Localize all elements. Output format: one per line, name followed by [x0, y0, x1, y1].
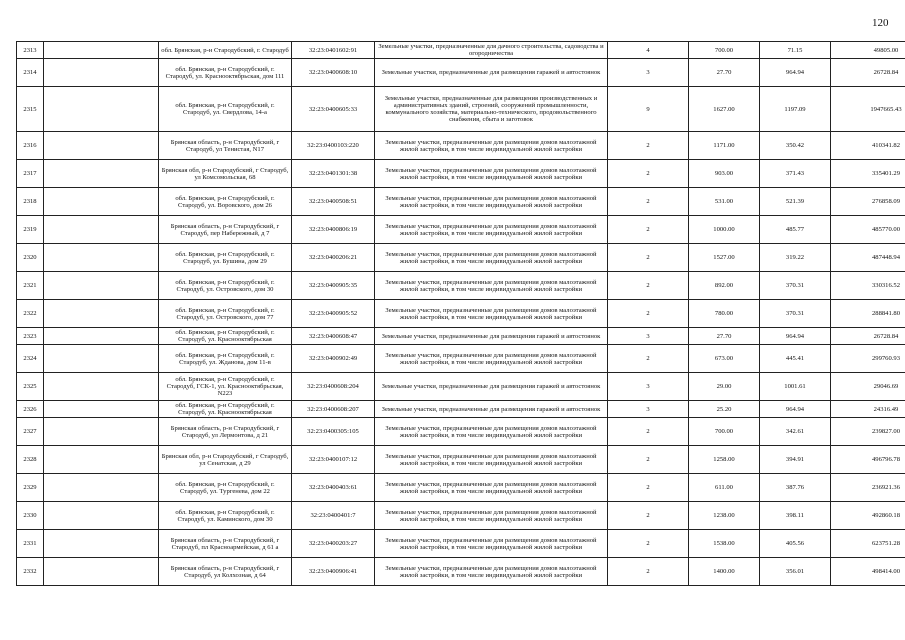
use-category-cell: 2	[608, 474, 689, 502]
row-number-cell: 2319	[17, 216, 44, 244]
cadastral-number-cell: 32:23:0400403:61	[292, 474, 375, 502]
area-cell: 611.00	[689, 474, 760, 502]
table-row	[17, 216, 905, 244]
empty-cell	[44, 328, 159, 345]
area-cell: 27.70	[689, 59, 760, 87]
cadastral-number-cell: 32:23:0401602:91	[292, 42, 375, 59]
land-use-cell: Земельные участки, предназначенные для размещения домов малоэтажной жилой застройки, в том числе индивидуальной жилой застройки	[375, 272, 608, 300]
specific-value-cell: 387.76	[760, 474, 831, 502]
address-cell: Брянская область, р-н Стародубский, г Стародуб, ул Колхозная, д 64	[159, 558, 292, 586]
area-cell: 1627.00	[689, 87, 760, 132]
specific-value-cell: 1197.09	[760, 87, 831, 132]
land-use-cell: Земельные участки, предназначенные для размещения домов малоэтажной жилой застройки, в том числе индивидуальной жилой застройки	[375, 216, 608, 244]
area-cell: 700.00	[689, 42, 760, 59]
cadastral-number-cell: 32:23:0400608:10	[292, 59, 375, 87]
land-use-cell: Земельные участки, предназначенные для размещения домов малоэтажной жилой застройки, в том числе индивидуальной жилой застройки	[375, 558, 608, 586]
land-use-cell: Земельные участки, предназначенные для размещения гаражей и автостоянок	[375, 59, 608, 87]
address-cell: обл. Брянская, р-н Стародубский, г. Стародуб, ул. Краснооктябрьская	[159, 328, 292, 345]
address-cell: Брянская обл, р-н Стародубский, г Стародуб, ул Сенатская, д 29	[159, 446, 292, 474]
use-category-cell: 2	[608, 216, 689, 244]
table-row	[17, 345, 905, 373]
area-cell: 1527.00	[689, 244, 760, 272]
empty-cell	[44, 132, 159, 160]
cadastral-number-cell: 32:23:0400305:105	[292, 418, 375, 446]
use-category-cell: 2	[608, 558, 689, 586]
row-number-cell: 2324	[17, 345, 44, 373]
address-cell: обл. Брянская, р-н Стародубский, г. Стародуб, ул. Жданова, дом 11-в	[159, 345, 292, 373]
land-use-cell: Земельные участки, предназначенные для размещения домов малоэтажной жилой застройки, в том числе индивидуальной жилой застройки	[375, 244, 608, 272]
use-category-cell: 3	[608, 328, 689, 345]
land-use-cell: Земельные участки, предназначенные для размещения гаражей и автостоянок	[375, 328, 608, 345]
land-use-cell: Земельные участки, предназначенные для размещения производственных и административных зданий, строений, сооружений промышленности, коммунального хозяйства, материально-технического, продовольственного снабжения, сбыта и заготовок	[375, 87, 608, 132]
table-row	[17, 42, 905, 59]
use-category-cell: 3	[608, 373, 689, 401]
cadastral-number-cell: 32:23:0400605:33	[292, 87, 375, 132]
address-cell: Брянская обл, р-н Стародубский, г Стародуб, ул Комсомольская, 68	[159, 160, 292, 188]
address-cell: обл. Брянская, р-н Стародубский, г. Стародуб, ул. Воровского, дом 26	[159, 188, 292, 216]
empty-cell	[44, 446, 159, 474]
cadastral-value-cell: 498414.00	[831, 558, 905, 586]
specific-value-cell: 394.91	[760, 446, 831, 474]
empty-cell	[44, 59, 159, 87]
row-number-cell: 2318	[17, 188, 44, 216]
table-row	[17, 87, 905, 132]
table-row	[17, 446, 905, 474]
cadastral-value-cell: 26728.84	[831, 328, 905, 345]
area-cell: 531.00	[689, 188, 760, 216]
row-number-cell: 2328	[17, 446, 44, 474]
table-row	[17, 530, 905, 558]
cadastral-value-cell: 29046.69	[831, 373, 905, 401]
specific-value-cell: 370.31	[760, 300, 831, 328]
cadastral-number-cell: 32:23:0400206:21	[292, 244, 375, 272]
cadastral-number-cell: 32:23:0400608:47	[292, 328, 375, 345]
empty-cell	[44, 160, 159, 188]
use-category-cell: 2	[608, 446, 689, 474]
table-row	[17, 59, 905, 87]
address-cell: обл. Брянская, р-н Стародубский, г. Стародуб	[159, 42, 292, 59]
row-number-cell: 2332	[17, 558, 44, 586]
land-use-cell: Земельные участки, предназначенные для дачного строительства, садоводства и огородничества	[375, 42, 608, 59]
empty-cell	[44, 244, 159, 272]
specific-value-cell: 319.22	[760, 244, 831, 272]
specific-value-cell: 964.94	[760, 59, 831, 87]
specific-value-cell: 356.01	[760, 558, 831, 586]
specific-value-cell: 964.94	[760, 401, 831, 418]
empty-cell	[44, 530, 159, 558]
use-category-cell: 2	[608, 530, 689, 558]
cadastral-number-cell: 32:23:0401301:38	[292, 160, 375, 188]
area-cell: 1000.00	[689, 216, 760, 244]
land-use-cell: Земельные участки, предназначенные для размещения домов малоэтажной жилой застройки, в том числе индивидуальной жилой застройки	[375, 502, 608, 530]
cadastral-value-cell: 492860.18	[831, 502, 905, 530]
area-cell: 1400.00	[689, 558, 760, 586]
row-number-cell: 2314	[17, 59, 44, 87]
table-row	[17, 373, 905, 401]
cadastral-value-cell: 335401.29	[831, 160, 905, 188]
table-row	[17, 132, 905, 160]
area-cell: 903.00	[689, 160, 760, 188]
address-cell: обл. Брянская, р-н Стародубский, г. Стародуб, ГСК-1, ул. Краснооктябрьская, N223	[159, 373, 292, 401]
row-number-cell: 2331	[17, 530, 44, 558]
cadastral-number-cell: 32:23:0400906:41	[292, 558, 375, 586]
area-cell: 1258.00	[689, 446, 760, 474]
empty-cell	[44, 474, 159, 502]
cadastral-number-cell: 32:23:0400905:35	[292, 272, 375, 300]
specific-value-cell: 342.61	[760, 418, 831, 446]
row-number-cell: 2322	[17, 300, 44, 328]
cadastral-value-cell: 330316.52	[831, 272, 905, 300]
row-number-cell: 2315	[17, 87, 44, 132]
land-use-cell: Земельные участки, предназначенные для размещения домов малоэтажной жилой застройки, в том числе индивидуальной жилой застройки	[375, 300, 608, 328]
cadastral-value-cell: 485770.00	[831, 216, 905, 244]
land-use-cell: Земельные участки, предназначенные для размещения домов малоэтажной жилой застройки, в том числе индивидуальной жилой застройки	[375, 132, 608, 160]
table-row	[17, 502, 905, 530]
empty-cell	[44, 401, 159, 418]
row-number-cell: 2325	[17, 373, 44, 401]
address-cell: обл. Брянская, р-н Стародубский, г. Стародуб, ул. Каминского, дом 30	[159, 502, 292, 530]
empty-cell	[44, 418, 159, 446]
cadastral-number-cell: 32:23:0400608:207	[292, 401, 375, 418]
cadastral-value-cell: 410341.82	[831, 132, 905, 160]
address-cell: обл. Брянская, р-н Стародубский, г. Стародуб, ул. Бушина, дом 29	[159, 244, 292, 272]
cadastral-value-cell: 1947665.43	[831, 87, 905, 132]
table-row	[17, 474, 905, 502]
area-cell: 673.00	[689, 345, 760, 373]
specific-value-cell: 71.15	[760, 42, 831, 59]
address-cell: Брянская область, р-н Стародубский, г Стародуб, ул Лермонтова, д 21	[159, 418, 292, 446]
table-row	[17, 188, 905, 216]
row-number-cell: 2326	[17, 401, 44, 418]
land-use-cell: Земельные участки, предназначенные для размещения домов малоэтажной жилой застройки, в том числе индивидуальной жилой застройки	[375, 446, 608, 474]
row-number-cell: 2330	[17, 502, 44, 530]
empty-cell	[44, 300, 159, 328]
row-number-cell: 2317	[17, 160, 44, 188]
empty-cell	[44, 502, 159, 530]
empty-cell	[44, 558, 159, 586]
area-cell: 27.70	[689, 328, 760, 345]
land-use-cell: Земельные участки, предназначенные для размещения домов малоэтажной жилой застройки, в том числе индивидуальной жилой застройки	[375, 345, 608, 373]
area-cell: 29.00	[689, 373, 760, 401]
land-use-cell: Земельные участки, предназначенные для размещения гаражей и автостоянок	[375, 401, 608, 418]
table-row	[17, 401, 905, 418]
specific-value-cell: 350.42	[760, 132, 831, 160]
address-cell: обл. Брянская, р-н Стародубский, г. Стародуб, ул. Свердлова, 14-а	[159, 87, 292, 132]
row-number-cell: 2320	[17, 244, 44, 272]
use-category-cell: 2	[608, 132, 689, 160]
cadastral-value-cell: 299760.93	[831, 345, 905, 373]
address-cell: Брянская область, р-н Стародубский, г Стародуб, пл Красноармейская, д 61 а	[159, 530, 292, 558]
area-cell: 700.00	[689, 418, 760, 446]
use-category-cell: 2	[608, 272, 689, 300]
registry-table-body	[17, 42, 905, 586]
table-row	[17, 418, 905, 446]
cadastral-number-cell: 32:23:0400806:19	[292, 216, 375, 244]
land-use-cell: Земельные участки, предназначенные для размещения домов малоэтажной жилой застройки, в том числе индивидуальной жилой застройки	[375, 418, 608, 446]
cadastral-value-cell: 236921.36	[831, 474, 905, 502]
use-category-cell: 2	[608, 188, 689, 216]
area-cell: 780.00	[689, 300, 760, 328]
table-row	[17, 300, 905, 328]
page-number: 120	[872, 17, 889, 29]
use-category-cell: 9	[608, 87, 689, 132]
table-row	[17, 244, 905, 272]
land-registry-table	[16, 41, 905, 586]
empty-cell	[44, 87, 159, 132]
address-cell: Брянская область, р-н Стародубский, г Стародуб, пер Набережный, д 7	[159, 216, 292, 244]
empty-cell	[44, 345, 159, 373]
cadastral-number-cell: 32:23:0400608:204	[292, 373, 375, 401]
land-use-cell: Земельные участки, предназначенные для размещения домов малоэтажной жилой застройки, в том числе индивидуальной жилой застройки	[375, 160, 608, 188]
cadastral-value-cell: 49805.00	[831, 42, 905, 59]
empty-cell	[44, 272, 159, 300]
cadastral-value-cell: 487448.94	[831, 244, 905, 272]
address-cell: обл. Брянская, р-н Стародубский, г. Стародуб, ул. Островского, дом 77	[159, 300, 292, 328]
cadastral-number-cell: 32:23:0400401:7	[292, 502, 375, 530]
area-cell: 25.20	[689, 401, 760, 418]
cadastral-value-cell: 26728.84	[831, 59, 905, 87]
cadastral-number-cell: 32:23:0400902:49	[292, 345, 375, 373]
use-category-cell: 2	[608, 244, 689, 272]
specific-value-cell: 521.39	[760, 188, 831, 216]
row-number-cell: 2313	[17, 42, 44, 59]
cadastral-number-cell: 32:23:0400508:51	[292, 188, 375, 216]
use-category-cell: 3	[608, 59, 689, 87]
table-row	[17, 272, 905, 300]
land-use-cell: Земельные участки, предназначенные для размещения домов малоэтажной жилой застройки, в том числе индивидуальной жилой застройки	[375, 188, 608, 216]
empty-cell	[44, 373, 159, 401]
cadastral-value-cell: 623751.28	[831, 530, 905, 558]
area-cell: 1538.00	[689, 530, 760, 558]
cadastral-number-cell: 32:23:0400905:52	[292, 300, 375, 328]
use-category-cell: 4	[608, 42, 689, 59]
row-number-cell: 2316	[17, 132, 44, 160]
area-cell: 1238.00	[689, 502, 760, 530]
land-use-cell: Земельные участки, предназначенные для размещения гаражей и автостоянок	[375, 373, 608, 401]
specific-value-cell: 485.77	[760, 216, 831, 244]
use-category-cell: 2	[608, 160, 689, 188]
row-number-cell: 2323	[17, 328, 44, 345]
address-cell: обл. Брянская, р-н Стародубский, г. Стародуб, ул. Тургенева, дом 22	[159, 474, 292, 502]
address-cell: Брянская область, р-н Стародубский, г Стародуб, ул Тенистая, N17	[159, 132, 292, 160]
row-number-cell: 2321	[17, 272, 44, 300]
specific-value-cell: 370.31	[760, 272, 831, 300]
empty-cell	[44, 42, 159, 59]
use-category-cell: 2	[608, 502, 689, 530]
cadastral-value-cell: 496796.78	[831, 446, 905, 474]
address-cell: обл. Брянская, р-н Стародубский, г. Стародуб, ул. Островского, дом 30	[159, 272, 292, 300]
area-cell: 892.00	[689, 272, 760, 300]
land-use-cell: Земельные участки, предназначенные для размещения домов малоэтажной жилой застройки, в том числе индивидуальной жилой застройки	[375, 530, 608, 558]
cadastral-value-cell: 288841.80	[831, 300, 905, 328]
specific-value-cell: 445.41	[760, 345, 831, 373]
cadastral-value-cell: 239827.00	[831, 418, 905, 446]
use-category-cell: 2	[608, 345, 689, 373]
table-row	[17, 160, 905, 188]
land-use-cell: Земельные участки, предназначенные для размещения домов малоэтажной жилой застройки, в том числе индивидуальной жилой застройки	[375, 474, 608, 502]
empty-cell	[44, 216, 159, 244]
specific-value-cell: 398.11	[760, 502, 831, 530]
cadastral-number-cell: 32:23:0400107:12	[292, 446, 375, 474]
empty-cell	[44, 188, 159, 216]
specific-value-cell: 405.56	[760, 530, 831, 558]
cadastral-number-cell: 32:23:0400103:220	[292, 132, 375, 160]
table-row	[17, 328, 905, 345]
use-category-cell: 3	[608, 401, 689, 418]
table-row	[17, 558, 905, 586]
area-cell: 1171.00	[689, 132, 760, 160]
use-category-cell: 2	[608, 418, 689, 446]
address-cell: обл. Брянская, р-н Стародубский, г. Стародуб, ул. Краснооктябрьская, дом 111	[159, 59, 292, 87]
row-number-cell: 2329	[17, 474, 44, 502]
specific-value-cell: 964.94	[760, 328, 831, 345]
row-number-cell: 2327	[17, 418, 44, 446]
specific-value-cell: 1001.61	[760, 373, 831, 401]
address-cell: обл. Брянская, р-н Стародубский, г. Стародуб, ул. Краснооктябрьская	[159, 401, 292, 418]
use-category-cell: 2	[608, 300, 689, 328]
cadastral-value-cell: 276858.09	[831, 188, 905, 216]
specific-value-cell: 371.43	[760, 160, 831, 188]
cadastral-value-cell: 24316.49	[831, 401, 905, 418]
cadastral-number-cell: 32:23:0400203:27	[292, 530, 375, 558]
